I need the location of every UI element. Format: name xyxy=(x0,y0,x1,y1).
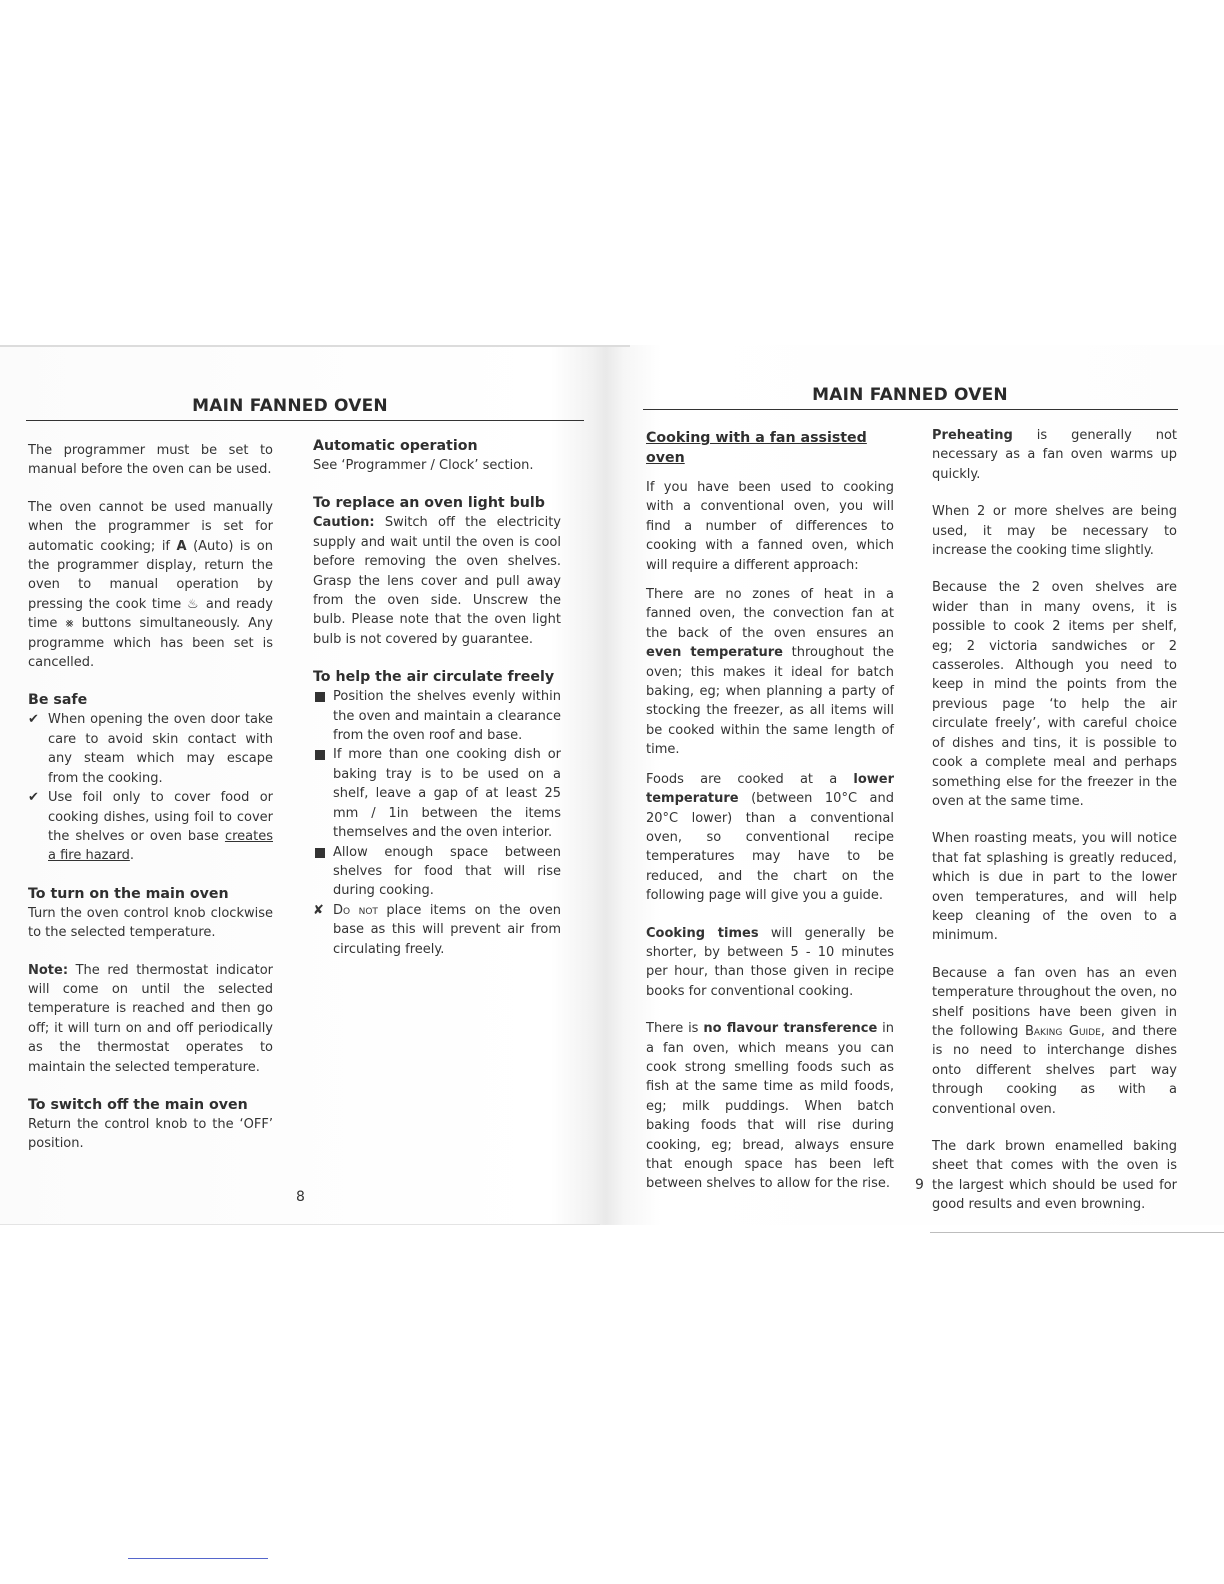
text-span: Foods are cooked at a xyxy=(646,771,854,787)
right-column-4 xyxy=(932,426,1177,1233)
note-label: Note: xyxy=(28,962,69,978)
text-span: The oven cannot be used manually when the programmer is set for automatic cooking; if xyxy=(28,499,273,554)
paragraph-differences: If you have been used to cooking with a conventional oven, you will find a number of differences to cooking with a fanned oven, which will require a different approach: xyxy=(646,480,894,573)
paragraph-baking-sheet: The dark brown enamelled baking sheet that comes with the oven is the largest which should be used for good results and even browning. xyxy=(932,1139,1177,1213)
paragraph-lower-temperature xyxy=(646,770,894,906)
paragraph-wider-shelves: Because the 2 oven shelves are wider than in many ovens, it is possible to cook 2 items per shelf, eg; 2 victoria sandwiches or 2 casseroles. Although you need to keep in mind the points from the previous page ‘to help the air circulate freely’, with careful choice of dishes and tins, it is possible to cook a complete meal and perhaps something else for the freezer in the oven at the same time. xyxy=(932,580,1177,809)
ready-time-icon: ⨳ xyxy=(65,616,74,632)
paragraph-two-shelves: When 2 or more shelves are being used, it may be necessary to increase the cooking time slightly. xyxy=(932,504,1177,559)
left-column-2 xyxy=(313,436,561,977)
paragraph-roasting: When roasting meats, you will notice that fat splashing is greatly reduced, which is due in part to the lower oven temperatures, and will help keep cleaning of the oven to a minimum. xyxy=(932,831,1177,944)
list-item-text: Position the shelves evenly within the oven and maintain a clearance from the oven roof and base. xyxy=(333,689,561,744)
check-icon: ✔ xyxy=(28,790,39,806)
square-bullet-icon xyxy=(315,750,325,760)
paragraph-caution xyxy=(313,513,561,649)
text-span: and ready time xyxy=(28,596,273,632)
fire-hazard-text: creates a fire hazard xyxy=(48,828,273,864)
be-safe-list xyxy=(28,710,273,865)
left-column-1 xyxy=(28,441,273,1172)
paragraph-preheating xyxy=(932,426,1177,484)
text-span: (between 10°C and 20°C lower) than a conventional oven, so conventional recipe temperatures may have to be reduced, and the chart on the following page will give you a guide. xyxy=(646,791,894,904)
footer-rule xyxy=(128,1558,268,1559)
list-item xyxy=(28,710,273,788)
auto-operation-heading: Automatic operation xyxy=(313,438,478,454)
paragraph-shelf-positions xyxy=(932,964,1177,1119)
paragraph-auto-override xyxy=(28,498,273,673)
right-header-rule xyxy=(643,409,1178,410)
page-number-9: 9 xyxy=(915,1177,924,1193)
list-item-text: If more than one cooking dish or baking tray is to be used on a shelf, leave a gap of at least 25 mm / 1in between the items themselves and the oven interior. xyxy=(333,747,561,841)
text-span: in a fan oven, which means you can cook strong smelling foods such as fish at the same time as mild foods, eg; milk puddings. When batch baking foods that will rise during cooking, eg; bread, always ensure that enough space has been left between shelves to allow for the rise. xyxy=(646,1021,895,1192)
switch-off-heading: To switch off the main oven xyxy=(28,1096,248,1113)
text-span: (Auto) is on the programmer display, return the oven to manual operation by pressing the cook time xyxy=(28,538,273,612)
list-item-text: Use foil only to cover food or cooking dishes, using foil to cover the shelves or oven base xyxy=(48,790,273,844)
preheating-text: Preheating xyxy=(932,428,1013,443)
turn-on-heading: To turn on the main oven xyxy=(28,885,229,902)
caution-label: Caution: xyxy=(313,515,375,531)
page-top-edge xyxy=(0,345,630,347)
list-item-text: Allow enough space between shelves for food that will rise during cooking. xyxy=(333,844,561,899)
note-text: The red thermostat indicator will come on until the selected temperature is reached and then go off; it will turn on and off periodically as the thermostat operates to maintain the selected temperature. xyxy=(28,962,273,1075)
paragraph-even-temperature xyxy=(646,585,894,760)
caution-text: Switch off the electricity supply and wait until the oven is cool before removing the oven shelves. Grasp the lens cover and pull away from the oven side. Unscrew the bulb. Please note that the oven light bulb is not covered by guarantee. xyxy=(313,515,561,647)
list-item xyxy=(313,901,561,959)
air-circulate-heading: To help the air circulate freely xyxy=(313,669,555,686)
text-span: is generally not necessary as a fan oven warms up quickly. xyxy=(932,428,1177,482)
text-span: will generally be shorter, by between 5 - 10 minutes per hour, than those given in recipe books for conventional cooking. xyxy=(646,925,894,999)
left-header-rule xyxy=(26,420,584,421)
paragraph-switch-off: Return the control knob to the ‘OFF’ position. xyxy=(28,1116,273,1152)
list-item-text: When opening the oven door take care to avoid skin contact with any steam which may escape from the cooking. xyxy=(48,712,273,786)
list-item xyxy=(313,745,561,842)
text-span: Because a fan oven has an even temperature throughout the oven, no shelf positions have been given in the following xyxy=(932,965,1177,1039)
right-page-header: MAIN FANNED OVEN xyxy=(812,385,1008,405)
list-item-text: . xyxy=(129,848,134,864)
text-span: There are no zones of heat in a fanned oven, the convection fan at the back of the oven ensures an xyxy=(646,587,894,641)
lower-temperature-text: lower temperature xyxy=(646,771,894,807)
square-bullet-icon xyxy=(315,848,325,858)
paragraph-note xyxy=(28,961,273,1077)
page-bottom-edge-left xyxy=(0,1224,600,1225)
baking-guide-text: Baking Guide xyxy=(1024,1023,1101,1039)
air-circulate-list xyxy=(313,687,561,959)
right-column-3 xyxy=(646,428,894,1212)
do-not-text: Do not xyxy=(333,902,378,918)
paragraph-cooking-times xyxy=(646,924,894,1002)
cross-icon: ✘ xyxy=(313,902,324,918)
auto-letter: A xyxy=(176,538,187,554)
cook-time-icon: ♨ xyxy=(186,596,201,612)
light-bulb-heading: To replace an oven light bulb xyxy=(313,495,545,512)
flavour-transference-text: no flavour transference xyxy=(703,1021,878,1037)
square-bullet-icon xyxy=(315,692,325,702)
even-temperature-text: even temperature xyxy=(646,645,783,661)
text-span: throughout the oven; this makes it ideal for batch baking, eg; when planning a party of stocking the freezer, as all items will be cooked within the same length of time. xyxy=(646,645,894,758)
list-item-text: place items on the oven base as this will prevent air from circulating freely. xyxy=(333,902,561,957)
list-item xyxy=(28,788,273,866)
list-item xyxy=(313,687,561,745)
text-span: There is xyxy=(646,1021,704,1037)
list-item xyxy=(313,843,561,901)
paragraph-auto-operation: See ‘Programmer / Clock’ section. xyxy=(313,458,534,473)
fan-assisted-heading: Cooking with a fan assisted oven xyxy=(646,430,867,466)
text-span: buttons simultaneously. Any programme which has been set is cancelled. xyxy=(28,616,273,671)
left-page-header: MAIN FANNED OVEN xyxy=(192,396,388,416)
check-icon: ✔ xyxy=(28,712,39,728)
cooking-times-text: Cooking times xyxy=(646,925,759,941)
be-safe-heading: Be safe xyxy=(28,692,88,709)
page-number-8: 8 xyxy=(296,1189,305,1205)
text-span: , and there is no need to interchange dishes onto different shelves part way through cooking as with a conventional oven. xyxy=(932,1023,1178,1117)
paragraph-flavour xyxy=(646,1019,894,1194)
paragraph-turn-on: Turn the oven control knob clockwise to the selected temperature. xyxy=(28,905,273,941)
paragraph-manual: The programmer must be set to manual before the oven can be used. xyxy=(28,443,273,478)
